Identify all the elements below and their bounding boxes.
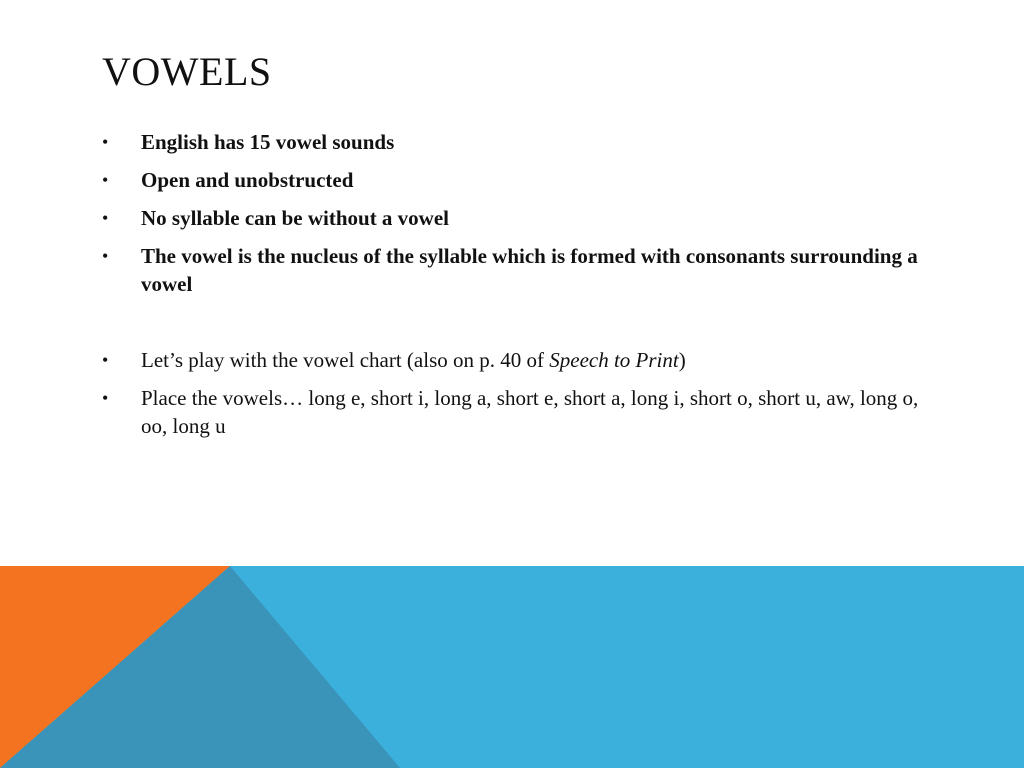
bullet-text: English has 15 vowel sounds <box>141 130 395 154</box>
slide-title: VOWELS <box>102 49 272 94</box>
bullet-text-before: Let’s play with the vowel chart (also on p. 40 of <box>141 348 550 372</box>
bullet-marker: • <box>102 388 109 408</box>
bullet-text-after: ) <box>678 348 686 372</box>
bullet-marker: • <box>102 350 109 370</box>
bullet-item <box>100 346 930 374</box>
bullet-item <box>100 384 930 440</box>
book-title: Speech to Print <box>549 348 679 372</box>
bullet-text: The vowel is the nucleus of the syllable which is formed with consonants surrounding a vowel <box>141 244 918 296</box>
bullet-marker: • <box>102 170 109 190</box>
bullet-item <box>100 128 930 156</box>
bullet-text: Open and unobstructed <box>141 168 354 192</box>
bullet-text: Place the vowels… long e, short i, long a, short e, short a, long i, short o, short u, aw, long o, oo, long u <box>141 386 919 438</box>
decorative-footer <box>0 566 1024 768</box>
bullet-item <box>100 204 930 232</box>
bullet-text <box>141 346 930 374</box>
bullet-marker: • <box>102 246 109 266</box>
bullet-item <box>100 166 930 194</box>
bullet-text: No syllable can be without a vowel <box>141 206 450 230</box>
bullet-list <box>100 128 930 450</box>
list-spacer <box>100 308 930 346</box>
bullet-item <box>100 242 930 298</box>
bullet-marker: • <box>102 132 109 152</box>
bullet-marker: • <box>102 208 109 228</box>
